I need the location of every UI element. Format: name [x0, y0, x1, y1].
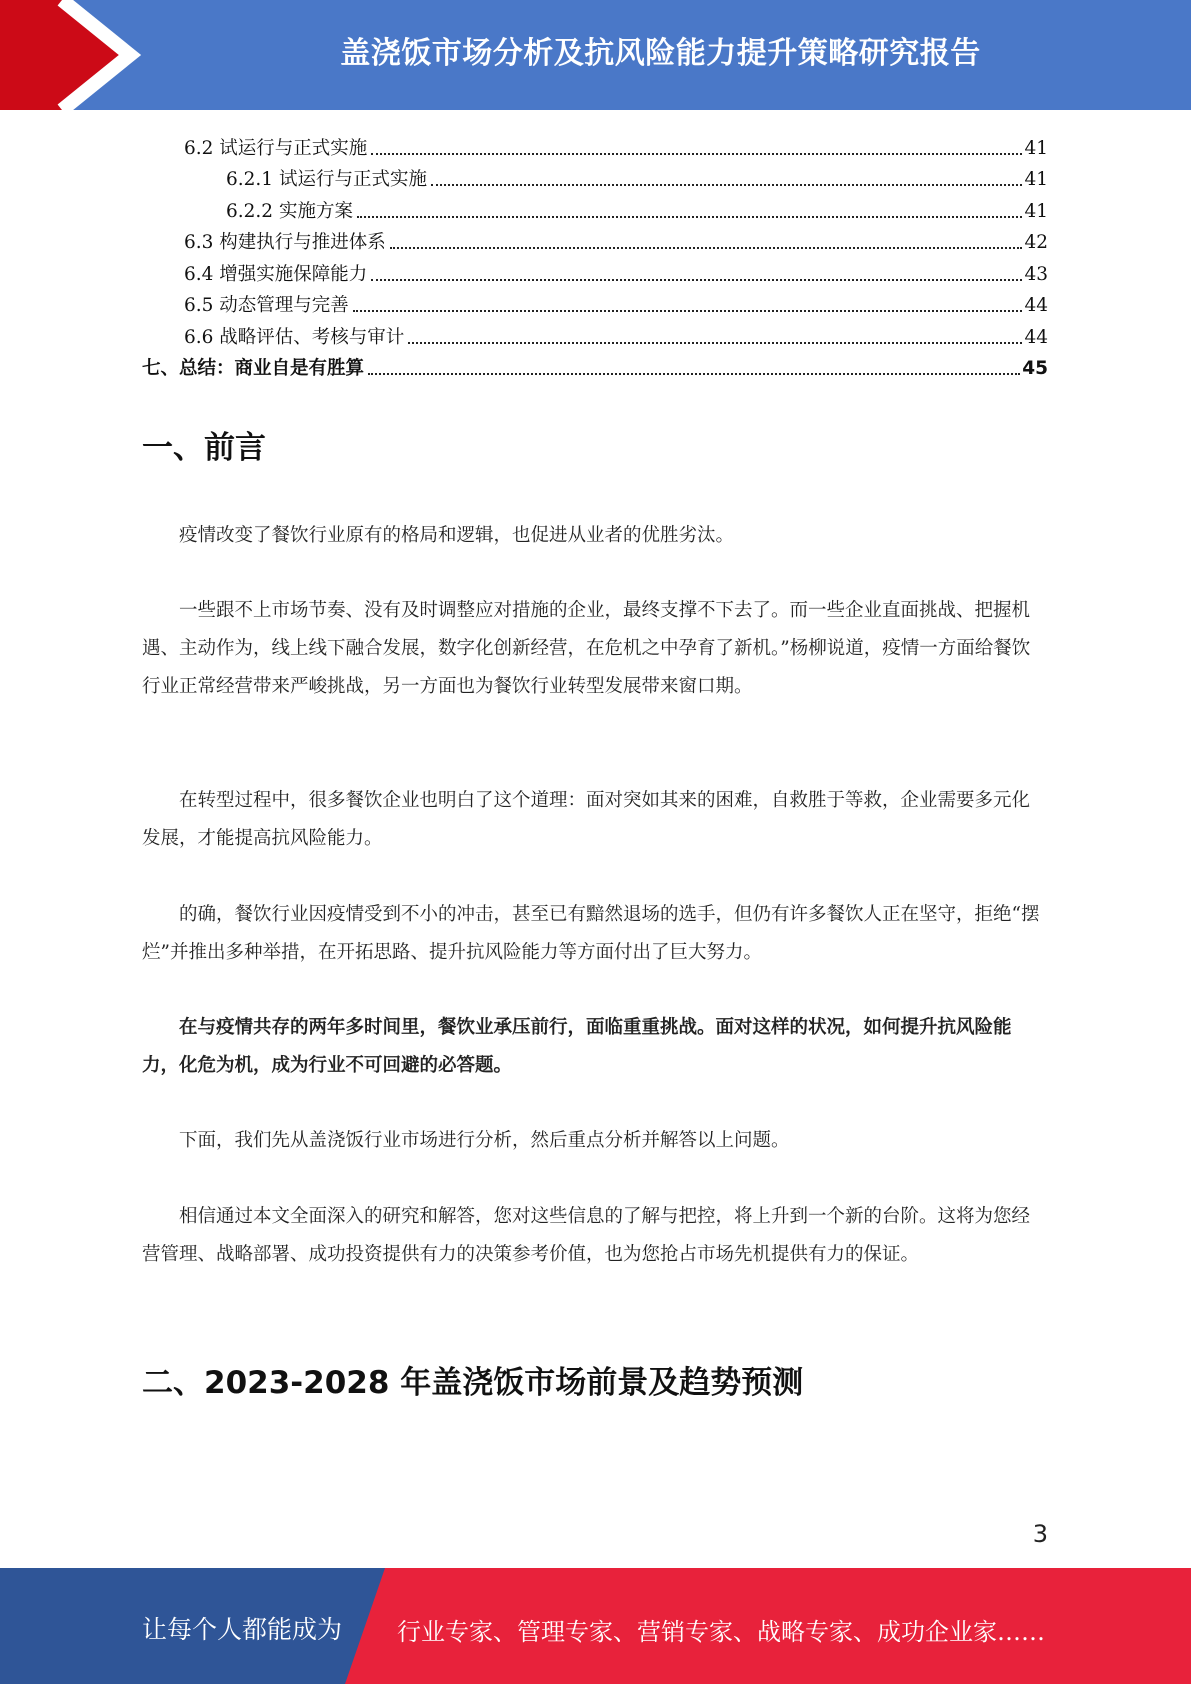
paragraph: 的确，餐饮行业因疫情受到不小的冲击，甚至已有黯然退场的选手，但仍有许多餐饮人正在坚守，拒绝“摆烂”并推出多种举措，在开拓思路、提升抗风险能力等方面付出了巨大努力。 — [142, 904, 1040, 963]
toc-leader-dots — [368, 373, 1020, 375]
toc-entry-label: 七、总结：商业自是有胜算 — [142, 358, 365, 379]
toc-entry[interactable] — [142, 256, 1048, 288]
paragraph-emphasis: 在与疫情共存的两年多时间里，餐饮业承压前行，面临重重挑战。面对这样的状况，如何提升抗风险能力，化危为机，成为行业不可回避的必答题。 — [142, 1017, 1012, 1076]
toc-entry-label: 6.5 动态管理与完善 — [184, 295, 349, 316]
footer-slogan-right: 行业专家、管理专家、营销专家、战略专家、成功企业家…… — [397, 1618, 1045, 1646]
section-heading-forecast: 二、2023-2028 年盖浇饭市场前景及趋势预测 — [142, 1365, 804, 1401]
toc-entry[interactable] — [142, 193, 1048, 225]
toc-entry-page: 45 — [1022, 358, 1048, 379]
toc-leader-dots — [371, 153, 1022, 155]
section-heading-preface: 一、前言 — [142, 430, 266, 466]
toc-entry-page: 43 — [1024, 263, 1048, 285]
toc-entry[interactable] — [142, 162, 1048, 194]
paragraph: 疫情改变了餐饮行业原有的格局和逻辑，也促进从业者的优胜劣汰。 — [179, 525, 735, 546]
paragraph: 一些跟不上市场节奏、没有及时调整应对措施的企业，最终支撑不下去了。而一些企业直面挑战、把握机遇、主动作为，线上线下融合发展，数字化创新经营，在危机之中孕育了新机。”杨柳说道，疫情一方面给餐饮行业正常经营带来严峻挑战，另一方面也为餐饮行业转型发展带来窗口期。 — [142, 600, 1031, 697]
toc-entry-page: 41 — [1024, 169, 1048, 190]
footer-slogan-left: 让每个人都能成为 — [142, 1615, 343, 1644]
toc-leader-dots — [431, 184, 1022, 186]
page-footer — [0, 1568, 1191, 1684]
toc-entry-page: 42 — [1024, 232, 1048, 253]
header-arrow-decoration — [0, 0, 160, 110]
toc-entry-label: 6.4 增强实施保障能力 — [184, 263, 368, 285]
toc-entry-label: 6.2.2 实施方案 — [226, 200, 353, 222]
toc-entry-label: 6.3 构建执行与推进体系 — [184, 232, 386, 253]
paragraph: 在转型过程中，很多餐饮企业也明白了这个道理：面对突如其来的困难，自救胜于等救，企业需要多元化发展，才能提高抗风险能力。 — [142, 790, 1031, 849]
toc-entry[interactable] — [142, 130, 1048, 162]
toc-leader-dots — [371, 279, 1022, 281]
report-title: 盖浇饭市场分析及抗风险能力提升策略研究报告 — [340, 36, 981, 71]
page-header — [0, 0, 1191, 110]
toc-entry[interactable] — [142, 288, 1048, 320]
toc-entry-label: 6.2.1 试运行与正式实施 — [226, 169, 427, 190]
toc-leader-dots — [353, 310, 1023, 312]
paragraph: 下面，我们先从盖浇饭行业市场进行分析，然后重点分析并解答以上问题。 — [179, 1130, 790, 1151]
toc-entry-label: 6.2 试运行与正式实施 — [184, 137, 368, 159]
page-number: 3 — [1032, 1520, 1048, 1548]
toc-entry-page: 41 — [1024, 200, 1048, 222]
toc-leader-dots — [390, 247, 1023, 249]
toc-entry[interactable] — [142, 319, 1048, 351]
toc-entry-page: 41 — [1024, 137, 1048, 159]
toc-leader-dots — [357, 216, 1023, 218]
toc-entry[interactable] — [142, 351, 1048, 383]
paragraph: 相信通过本文全面深入的研究和解答，您对这些信息的了解与把控，将上升到一个新的台阶。这将为您经营管理、战略部署、成功投资提供有力的决策参考价值，也为您抢占市场先机提供有力的保证。 — [142, 1206, 1031, 1265]
toc-entry-page: 44 — [1024, 295, 1048, 316]
table-of-contents — [142, 130, 1048, 382]
toc-entry-label: 6.6 战略评估、考核与审计 — [184, 326, 405, 348]
toc-entry-page: 44 — [1024, 326, 1048, 348]
toc-entry[interactable] — [142, 225, 1048, 257]
toc-leader-dots — [408, 342, 1022, 344]
